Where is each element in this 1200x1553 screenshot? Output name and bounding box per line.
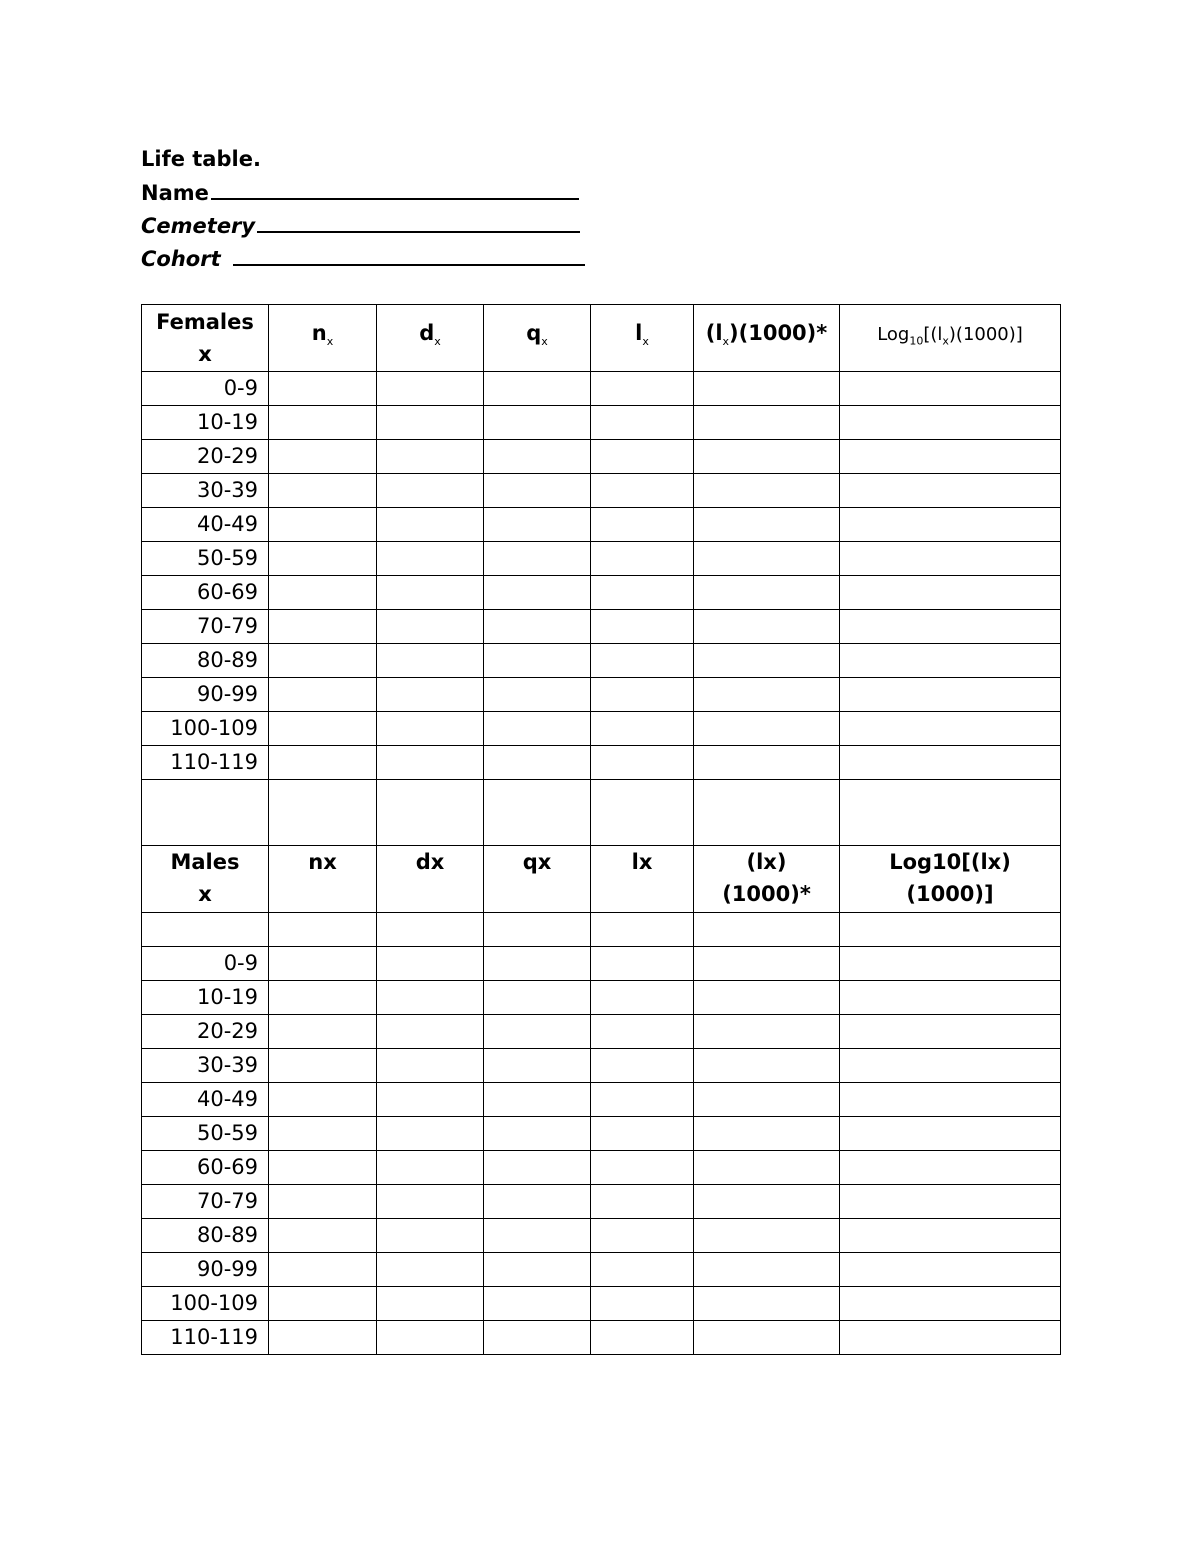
females-lx1000-cell[interactable] <box>694 746 840 780</box>
males-dx-cell[interactable] <box>377 1049 484 1083</box>
females-lx-cell[interactable] <box>591 746 694 780</box>
table-row <box>142 1083 1061 1117</box>
females-log-cell[interactable] <box>840 712 1061 746</box>
females-log-cell[interactable] <box>840 644 1061 678</box>
females-log-cell[interactable] <box>840 440 1061 474</box>
females-age-cell: 80-89 <box>142 644 269 678</box>
females-dx-cell[interactable] <box>377 440 484 474</box>
blank-row-cell[interactable] <box>269 913 377 947</box>
females-dx-cell[interactable] <box>377 678 484 712</box>
table-row <box>142 1321 1061 1355</box>
males-lx1000-cell[interactable] <box>694 947 840 981</box>
males-qx-cell[interactable] <box>484 1151 591 1185</box>
cemetery-field[interactable] <box>141 209 585 242</box>
table-row <box>142 1049 1061 1083</box>
females-nx-cell[interactable] <box>269 474 377 508</box>
lx-subscript: x <box>642 335 649 349</box>
males-log-cell[interactable] <box>840 947 1061 981</box>
lx1000-subscript: x <box>722 335 730 349</box>
females-lx1000-cell[interactable] <box>694 712 840 746</box>
females-lx-cell[interactable] <box>591 542 694 576</box>
females-lx-cell[interactable] <box>591 678 694 712</box>
spacer-row-cell[interactable] <box>377 780 484 846</box>
females-nx-cell[interactable] <box>269 542 377 576</box>
females-age-cell: 70-79 <box>142 610 269 644</box>
females-lx1000-cell[interactable] <box>694 644 840 678</box>
females-lx-cell[interactable] <box>591 576 694 610</box>
females-lx1000-cell[interactable] <box>694 406 840 440</box>
females-lx-cell[interactable] <box>591 644 694 678</box>
males-age-cell: 110-119 <box>142 1321 269 1355</box>
lx1000-part-a: (l <box>705 321 723 346</box>
table-row <box>142 712 1061 746</box>
males-lx-cell[interactable] <box>591 1253 694 1287</box>
form-header <box>141 143 585 275</box>
blank-row-cell[interactable] <box>694 913 840 947</box>
females-dx-cell[interactable] <box>377 474 484 508</box>
females-x-label: x <box>198 342 212 366</box>
females-lx1000-cell[interactable] <box>694 610 840 644</box>
males-age-cell: 0-9 <box>142 947 269 981</box>
males-age-cell: 70-79 <box>142 1185 269 1219</box>
cohort-label: Cohort <box>141 247 221 271</box>
females-nx-cell[interactable] <box>269 440 377 474</box>
males-lx1000-line2: (1000)* <box>722 882 811 906</box>
females-age-header <box>142 305 269 372</box>
table-row <box>142 372 1061 406</box>
females-qx-cell[interactable] <box>484 678 591 712</box>
lx-symbol: l <box>635 321 643 346</box>
males-age-header <box>142 846 269 913</box>
females-age-cell: 30-39 <box>142 474 269 508</box>
females-lx-cell[interactable] <box>591 440 694 474</box>
spacer-row-cell[interactable] <box>840 780 1061 846</box>
log-x-subscript: x <box>942 334 949 348</box>
table-row <box>142 1253 1061 1287</box>
males-qx-cell[interactable] <box>484 981 591 1015</box>
spacer-row-cell[interactable] <box>142 780 269 846</box>
females-header-row <box>142 305 1061 372</box>
females-lx-cell[interactable] <box>591 406 694 440</box>
males-label: Males <box>170 850 240 874</box>
females-log-cell[interactable] <box>840 542 1061 576</box>
females-lx-cell[interactable] <box>591 372 694 406</box>
males-log-cell[interactable] <box>840 1083 1061 1117</box>
table-row <box>142 644 1061 678</box>
cohort-field[interactable] <box>141 242 585 275</box>
spacer-row-cell[interactable] <box>269 780 377 846</box>
males-nx-cell[interactable] <box>269 1015 377 1049</box>
males-dx-cell[interactable] <box>377 1151 484 1185</box>
males-lx-cell[interactable] <box>591 1083 694 1117</box>
males-dx-cell[interactable] <box>377 1287 484 1321</box>
females-dx-cell[interactable] <box>377 746 484 780</box>
blank-row-cell[interactable] <box>142 913 269 947</box>
males-qx-cell[interactable] <box>484 1083 591 1117</box>
males-nx-cell[interactable] <box>269 1049 377 1083</box>
females-lx1000-header <box>694 305 840 372</box>
table-row <box>142 1219 1061 1253</box>
table-row <box>142 406 1061 440</box>
males-lx-cell[interactable] <box>591 1015 694 1049</box>
males-lx1000-cell[interactable] <box>694 1253 840 1287</box>
table-row <box>142 474 1061 508</box>
females-qx-cell[interactable] <box>484 508 591 542</box>
males-qx-header: qx <box>484 846 591 913</box>
females-lx-cell[interactable] <box>591 712 694 746</box>
males-log-cell[interactable] <box>840 1185 1061 1219</box>
males-lx1000-cell[interactable] <box>694 1321 840 1355</box>
males-nx-cell[interactable] <box>269 981 377 1015</box>
males-lx1000-cell[interactable] <box>694 981 840 1015</box>
females-lx1000-cell[interactable] <box>694 508 840 542</box>
table-row <box>142 981 1061 1015</box>
females-age-cell: 40-49 <box>142 508 269 542</box>
males-dx-cell[interactable] <box>377 947 484 981</box>
log-part-b: [(l <box>923 324 943 346</box>
qx-symbol: q <box>526 321 542 346</box>
females-dx-cell[interactable] <box>377 712 484 746</box>
page-title: Life table. <box>141 147 261 171</box>
females-log-cell[interactable] <box>840 576 1061 610</box>
males-nx-cell[interactable] <box>269 1185 377 1219</box>
females-nx-cell[interactable] <box>269 372 377 406</box>
males-qx-cell[interactable] <box>484 1253 591 1287</box>
spacer-row-cell[interactable] <box>484 780 591 846</box>
males-lx-cell[interactable] <box>591 1151 694 1185</box>
males-log-header <box>840 846 1061 913</box>
males-lx-cell[interactable] <box>591 947 694 981</box>
log-part-a: Log <box>877 324 910 346</box>
table-row <box>142 678 1061 712</box>
name-label: Name <box>141 181 209 205</box>
females-lx1000-cell[interactable] <box>694 678 840 712</box>
table-row <box>142 508 1061 542</box>
females-dx-cell[interactable] <box>377 406 484 440</box>
males-nx-header: nx <box>269 846 377 913</box>
males-nx-cell[interactable] <box>269 1117 377 1151</box>
females-log-cell[interactable] <box>840 610 1061 644</box>
males-nx-cell[interactable] <box>269 1083 377 1117</box>
males-dx-cell[interactable] <box>377 981 484 1015</box>
males-age-cell: 80-89 <box>142 1219 269 1253</box>
females-nx-cell[interactable] <box>269 508 377 542</box>
females-age-cell: 100-109 <box>142 712 269 746</box>
males-x-label: x <box>198 882 212 906</box>
males-dx-header: dx <box>377 846 484 913</box>
females-dx-cell[interactable] <box>377 610 484 644</box>
females-qx-cell[interactable] <box>484 474 591 508</box>
dx-symbol: d <box>419 321 435 346</box>
log-base-subscript: 10 <box>909 334 924 348</box>
males-qx-cell[interactable] <box>484 947 591 981</box>
spacer-row <box>142 780 1061 846</box>
females-nx-cell[interactable] <box>269 610 377 644</box>
table-row <box>142 1287 1061 1321</box>
females-dx-cell[interactable] <box>377 576 484 610</box>
females-age-cell: 110-119 <box>142 746 269 780</box>
males-dx-cell[interactable] <box>377 1015 484 1049</box>
females-lx1000-cell[interactable] <box>694 440 840 474</box>
males-qx-cell[interactable] <box>484 1117 591 1151</box>
males-nx-cell[interactable] <box>269 1287 377 1321</box>
males-lx1000-cell[interactable] <box>694 1151 840 1185</box>
name-blank[interactable] <box>211 176 579 200</box>
males-dx-cell[interactable] <box>377 1253 484 1287</box>
males-lx-cell[interactable] <box>591 981 694 1015</box>
females-qx-cell[interactable] <box>484 372 591 406</box>
females-qx-header <box>484 305 591 372</box>
females-lx-cell[interactable] <box>591 474 694 508</box>
table-row <box>142 576 1061 610</box>
males-log-line2: (1000)] <box>906 882 994 906</box>
males-nx-cell[interactable] <box>269 1253 377 1287</box>
females-age-cell: 20-29 <box>142 440 269 474</box>
males-age-cell: 30-39 <box>142 1049 269 1083</box>
males-lx-cell[interactable] <box>591 1287 694 1321</box>
males-dx-cell[interactable] <box>377 1117 484 1151</box>
females-dx-cell[interactable] <box>377 542 484 576</box>
males-nx-cell[interactable] <box>269 1219 377 1253</box>
males-qx-cell[interactable] <box>484 1287 591 1321</box>
males-age-cell: 60-69 <box>142 1151 269 1185</box>
males-lx-cell[interactable] <box>591 1117 694 1151</box>
males-lx1000-cell[interactable] <box>694 1287 840 1321</box>
males-lx1000-cell[interactable] <box>694 1219 840 1253</box>
males-qx-cell[interactable] <box>484 1321 591 1355</box>
males-qx-cell[interactable] <box>484 1049 591 1083</box>
blank-row-cell[interactable] <box>840 913 1061 947</box>
males-log-cell[interactable] <box>840 1253 1061 1287</box>
females-lx-header <box>591 305 694 372</box>
females-age-cell: 90-99 <box>142 678 269 712</box>
females-lx-cell[interactable] <box>591 610 694 644</box>
table-row <box>142 746 1061 780</box>
males-dx-cell[interactable] <box>377 1083 484 1117</box>
males-log-cell[interactable] <box>840 1287 1061 1321</box>
females-qx-cell[interactable] <box>484 644 591 678</box>
log-part-c: )(1000)] <box>948 324 1023 346</box>
males-qx-cell[interactable] <box>484 1219 591 1253</box>
blank-row <box>142 913 1061 947</box>
table-row <box>142 440 1061 474</box>
males-qx-cell[interactable] <box>484 1015 591 1049</box>
qx-subscript: x <box>541 335 548 349</box>
females-qx-cell[interactable] <box>484 406 591 440</box>
nx-symbol: n <box>311 321 327 346</box>
females-age-cell: 10-19 <box>142 406 269 440</box>
males-log-cell[interactable] <box>840 1219 1061 1253</box>
females-nx-cell[interactable] <box>269 678 377 712</box>
males-lx-cell[interactable] <box>591 1049 694 1083</box>
males-lx1000-cell[interactable] <box>694 1015 840 1049</box>
males-dx-cell[interactable] <box>377 1321 484 1355</box>
males-lx1000-cell[interactable] <box>694 1185 840 1219</box>
dx-subscript: x <box>434 335 441 349</box>
males-age-cell: 100-109 <box>142 1287 269 1321</box>
females-age-cell: 50-59 <box>142 542 269 576</box>
table-row <box>142 542 1061 576</box>
females-nx-cell[interactable] <box>269 644 377 678</box>
lx1000-part-b: )(1000)* <box>729 321 828 346</box>
table-row <box>142 610 1061 644</box>
females-lx1000-cell[interactable] <box>694 474 840 508</box>
females-nx-cell[interactable] <box>269 406 377 440</box>
name-field[interactable] <box>141 176 585 209</box>
males-age-cell: 50-59 <box>142 1117 269 1151</box>
blank-row-cell[interactable] <box>377 913 484 947</box>
females-qx-cell[interactable] <box>484 542 591 576</box>
nx-subscript: x <box>326 335 334 349</box>
females-lx1000-cell[interactable] <box>694 576 840 610</box>
males-qx-cell[interactable] <box>484 1185 591 1219</box>
females-log-cell[interactable] <box>840 372 1061 406</box>
males-dx-cell[interactable] <box>377 1185 484 1219</box>
males-log-cell[interactable] <box>840 1049 1061 1083</box>
females-nx-header <box>269 305 377 372</box>
females-label: Females <box>156 310 254 334</box>
males-nx-cell[interactable] <box>269 1321 377 1355</box>
females-dx-cell[interactable] <box>377 508 484 542</box>
females-log-cell[interactable] <box>840 678 1061 712</box>
males-lx1000-header <box>694 846 840 913</box>
females-dx-cell[interactable] <box>377 372 484 406</box>
cemetery-label: Cemetery <box>141 214 256 238</box>
table-row <box>142 947 1061 981</box>
males-age-cell: 20-29 <box>142 1015 269 1049</box>
males-lx-cell[interactable] <box>591 1185 694 1219</box>
females-nx-cell[interactable] <box>269 712 377 746</box>
cemetery-blank[interactable] <box>257 209 580 233</box>
males-lx1000-cell[interactable] <box>694 1117 840 1151</box>
females-log-header <box>840 305 1061 372</box>
females-age-cell: 0-9 <box>142 372 269 406</box>
females-qx-cell[interactable] <box>484 576 591 610</box>
life-table <box>141 304 1061 1355</box>
males-lx1000-cell[interactable] <box>694 1083 840 1117</box>
males-lx1000-line1: (lx) <box>746 850 787 874</box>
females-log-cell[interactable] <box>840 474 1061 508</box>
females-dx-header <box>377 305 484 372</box>
females-nx-cell[interactable] <box>269 746 377 780</box>
males-nx-cell[interactable] <box>269 1151 377 1185</box>
males-age-cell: 10-19 <box>142 981 269 1015</box>
males-lx-cell[interactable] <box>591 1219 694 1253</box>
males-log-cell[interactable] <box>840 1151 1061 1185</box>
blank-row-cell[interactable] <box>591 913 694 947</box>
females-dx-cell[interactable] <box>377 644 484 678</box>
females-log-cell[interactable] <box>840 508 1061 542</box>
females-lx-cell[interactable] <box>591 508 694 542</box>
males-age-cell: 40-49 <box>142 1083 269 1117</box>
table-row <box>142 1117 1061 1151</box>
females-qx-cell[interactable] <box>484 746 591 780</box>
males-age-cell: 90-99 <box>142 1253 269 1287</box>
spacer-row-cell[interactable] <box>591 780 694 846</box>
blank-row-cell[interactable] <box>484 913 591 947</box>
males-nx-cell[interactable] <box>269 947 377 981</box>
females-log-cell[interactable] <box>840 406 1061 440</box>
males-log-line1: Log10[(lx) <box>889 850 1011 874</box>
females-qx-cell[interactable] <box>484 712 591 746</box>
table-row <box>142 1151 1061 1185</box>
females-lx1000-cell[interactable] <box>694 372 840 406</box>
females-qx-cell[interactable] <box>484 440 591 474</box>
cohort-blank[interactable] <box>233 242 585 266</box>
spacer-row-cell[interactable] <box>694 780 840 846</box>
males-log-cell[interactable] <box>840 1321 1061 1355</box>
females-qx-cell[interactable] <box>484 610 591 644</box>
females-nx-cell[interactable] <box>269 576 377 610</box>
table-row <box>142 1185 1061 1219</box>
males-lx-header: lx <box>591 846 694 913</box>
females-age-cell: 60-69 <box>142 576 269 610</box>
males-log-cell[interactable] <box>840 981 1061 1015</box>
males-header-row <box>142 846 1061 913</box>
females-log-cell[interactable] <box>840 746 1061 780</box>
males-log-cell[interactable] <box>840 1015 1061 1049</box>
table-row <box>142 1015 1061 1049</box>
males-dx-cell[interactable] <box>377 1219 484 1253</box>
males-log-cell[interactable] <box>840 1117 1061 1151</box>
males-lx-cell[interactable] <box>591 1321 694 1355</box>
males-lx1000-cell[interactable] <box>694 1049 840 1083</box>
females-lx1000-cell[interactable] <box>694 542 840 576</box>
